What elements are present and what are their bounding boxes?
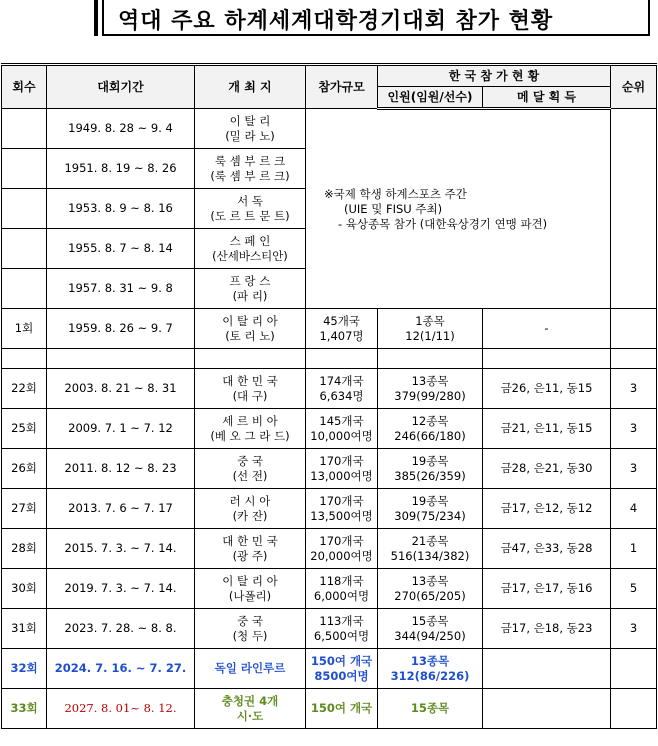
personnel-cell: 13종목 270(65/205) <box>378 569 483 609</box>
personnel-cell: 15종목 344(94/250) <box>378 609 483 649</box>
medals-cell: 금17, 은18, 동23 <box>483 609 611 649</box>
venue-cell: 서 독 (도 르 트 문 트) <box>195 189 306 229</box>
table-row-32 <box>2 649 657 689</box>
venue-cell: 이 탈 리 (밀 라 노) <box>195 109 306 149</box>
title-box <box>102 0 650 36</box>
venue-cell: 대 한 민 국 (광 주) <box>195 529 306 569</box>
round-cell: 25회 <box>2 409 47 449</box>
table-row <box>2 489 657 529</box>
round-cell: 30회 <box>2 569 47 609</box>
rank-cell <box>611 309 657 349</box>
period-cell: 2023. 7. 28. ~ 8. 8. <box>47 609 195 649</box>
rank-cell: 3 <box>611 609 657 649</box>
medals-cell: 금17, 은17, 동16 <box>483 569 611 609</box>
round-cell <box>2 189 47 229</box>
history-table <box>1 63 657 729</box>
header-venue: 개 최 지 <box>195 65 306 109</box>
venue-cell: 대 한 민 국 (대 구) <box>195 369 306 409</box>
venue-cell: 중 국 (선 전) <box>195 449 306 489</box>
medals-cell: 금17, 은12, 동12 <box>483 489 611 529</box>
scale-cell: 150여 개국 8500여명 <box>306 649 378 689</box>
table-row <box>2 409 657 449</box>
header-medals: 메 달 획 득 <box>483 87 611 109</box>
note-line-3: - 육상종목 참가 (대한육상경기 연맹 파견) <box>338 216 548 231</box>
venue-cell: 프 랑 스 (파 리) <box>195 269 306 309</box>
rank-cell: 3 <box>611 369 657 409</box>
medals-cell: 금21, 은11, 동15 <box>483 409 611 449</box>
rank-cell: 1 <box>611 529 657 569</box>
personnel-cell: 1종목 12(1/11) <box>378 309 483 349</box>
rank-cell: 3 <box>611 409 657 449</box>
round-cell <box>2 269 47 309</box>
personnel-cell: 13종목 312(86/226) <box>378 649 483 689</box>
period-cell: 2027. 8. 01~ 8. 12. <box>47 689 195 729</box>
table-row <box>2 569 657 609</box>
venue-cell: 충청권 4개 시·도 <box>195 689 306 729</box>
header-korea: 한 국 참 가 현 황 <box>378 65 611 87</box>
venue-cell: 이 탈 리 아 (토 리 노) <box>195 309 306 349</box>
venue-cell: 독일 라인루르 <box>195 649 306 689</box>
table-row <box>2 369 657 409</box>
table-row <box>2 529 657 569</box>
medals-cell: 금26, 은11, 동15 <box>483 369 611 409</box>
venue-cell: 이 탈 리 아 (나폴리) <box>195 569 306 609</box>
header-round: 회수 <box>2 65 47 109</box>
round-cell: 31회 <box>2 609 47 649</box>
scale-cell: 170개국 20,000여명 <box>306 529 378 569</box>
round-cell: 28회 <box>2 529 47 569</box>
period-cell: 1951. 8. 19 ~ 8. 26 <box>47 149 195 189</box>
period-cell: 2003. 8. 21 ~ 8. 31 <box>47 369 195 409</box>
scale-cell: 45개국 1,407명 <box>306 309 378 349</box>
note-line-2: (UIE 및 FISU 주최) <box>344 201 443 216</box>
round-cell <box>2 229 47 269</box>
scale-cell: 174개국 6,634명 <box>306 369 378 409</box>
table-row <box>2 109 657 149</box>
header-personnel: 인원(임원/선수) <box>378 87 483 109</box>
period-cell: 1959. 8. 26 ~ 9. 7 <box>47 309 195 349</box>
round-cell: 26회 <box>2 449 47 489</box>
scale-cell: 170개국 13,500여명 <box>306 489 378 529</box>
venue-cell: 룩 셈 부 르 크 (룩 셈 부 르 크) <box>195 149 306 189</box>
venue-cell: 중 국 (청 두) <box>195 609 306 649</box>
personnel-cell: 21종목 516(134/382) <box>378 529 483 569</box>
round-cell: 32회 <box>2 649 47 689</box>
rank-cell: 5 <box>611 569 657 609</box>
round-cell <box>2 109 47 149</box>
header-period: 대회기간 <box>47 65 195 109</box>
period-cell: 1949. 8. 28 ~ 9. 4 <box>47 109 195 149</box>
early-games-note <box>306 109 611 309</box>
table-row <box>2 309 657 349</box>
medals-cell: 금47, 은33, 동28 <box>483 529 611 569</box>
venue-cell: 스 페 인 (산세바스티안) <box>195 229 306 269</box>
medals-cell: 금28, 은21, 동30 <box>483 449 611 489</box>
medals-cell <box>483 689 611 729</box>
period-cell: 1957. 8. 31 ~ 9. 8 <box>47 269 195 309</box>
medals-cell <box>483 649 611 689</box>
period-cell: 2013. 7. 6 ~ 7. 17 <box>47 489 195 529</box>
personnel-cell: 12종목 246(66/180) <box>378 409 483 449</box>
scale-cell: 170개국 13,000여명 <box>306 449 378 489</box>
round-cell <box>2 149 47 189</box>
scale-cell: 150여 개국 <box>306 689 378 729</box>
venue-cell: 세 르 비 아 (베 오 그 라 드) <box>195 409 306 449</box>
header-scale: 참가규모 <box>306 65 378 109</box>
rank-cell <box>611 649 657 689</box>
note-line-1: ※국제 학생 하계스포츠 주간 <box>324 186 467 201</box>
period-cell: 2024. 7. 16. ~ 7. 27. <box>47 649 195 689</box>
round-cell: 1회 <box>2 309 47 349</box>
venue-cell: 러 시 아 (카 잔) <box>195 489 306 529</box>
personnel-cell: 19종목 309(75/234) <box>378 489 483 529</box>
round-cell: 27회 <box>2 489 47 529</box>
scale-cell: 113개국 6,500여명 <box>306 609 378 649</box>
round-cell: 22회 <box>2 369 47 409</box>
rank-cell <box>611 689 657 729</box>
period-cell: 1955. 8. 7 ~ 8. 14 <box>47 229 195 269</box>
title-accent-bar <box>94 0 98 36</box>
rank-cell: 3 <box>611 449 657 489</box>
personnel-cell: 13종목 379(99/280) <box>378 369 483 409</box>
personnel-cell: 19종목 385(26/359) <box>378 449 483 489</box>
page-title: 역대 주요 하계세계대학경기대회 참가 현황 <box>118 9 554 34</box>
round-cell: 33회 <box>2 689 47 729</box>
medals-cell: - <box>483 309 611 349</box>
table-row-33 <box>2 689 657 729</box>
table-row <box>2 609 657 649</box>
personnel-cell: 15종목 <box>378 689 483 729</box>
period-cell: 2009. 7. 1 ~ 7. 12 <box>47 409 195 449</box>
period-cell: 2019. 7. 3. ~ 7. 14. <box>47 569 195 609</box>
scale-cell: 118개국 6,000여명 <box>306 569 378 609</box>
header-rank: 순위 <box>611 65 657 109</box>
scale-cell: 145개국 10,000여명 <box>306 409 378 449</box>
spacer-row <box>2 349 657 369</box>
period-cell: 2011. 8. 12 ~ 8. 23 <box>47 449 195 489</box>
rank-cell: 4 <box>611 489 657 529</box>
table-row <box>2 449 657 489</box>
period-cell: 1953. 8. 9 ~ 8. 16 <box>47 189 195 229</box>
rank-cell <box>611 109 657 309</box>
period-cell: 2015. 7. 3. ~ 7. 14. <box>47 529 195 569</box>
